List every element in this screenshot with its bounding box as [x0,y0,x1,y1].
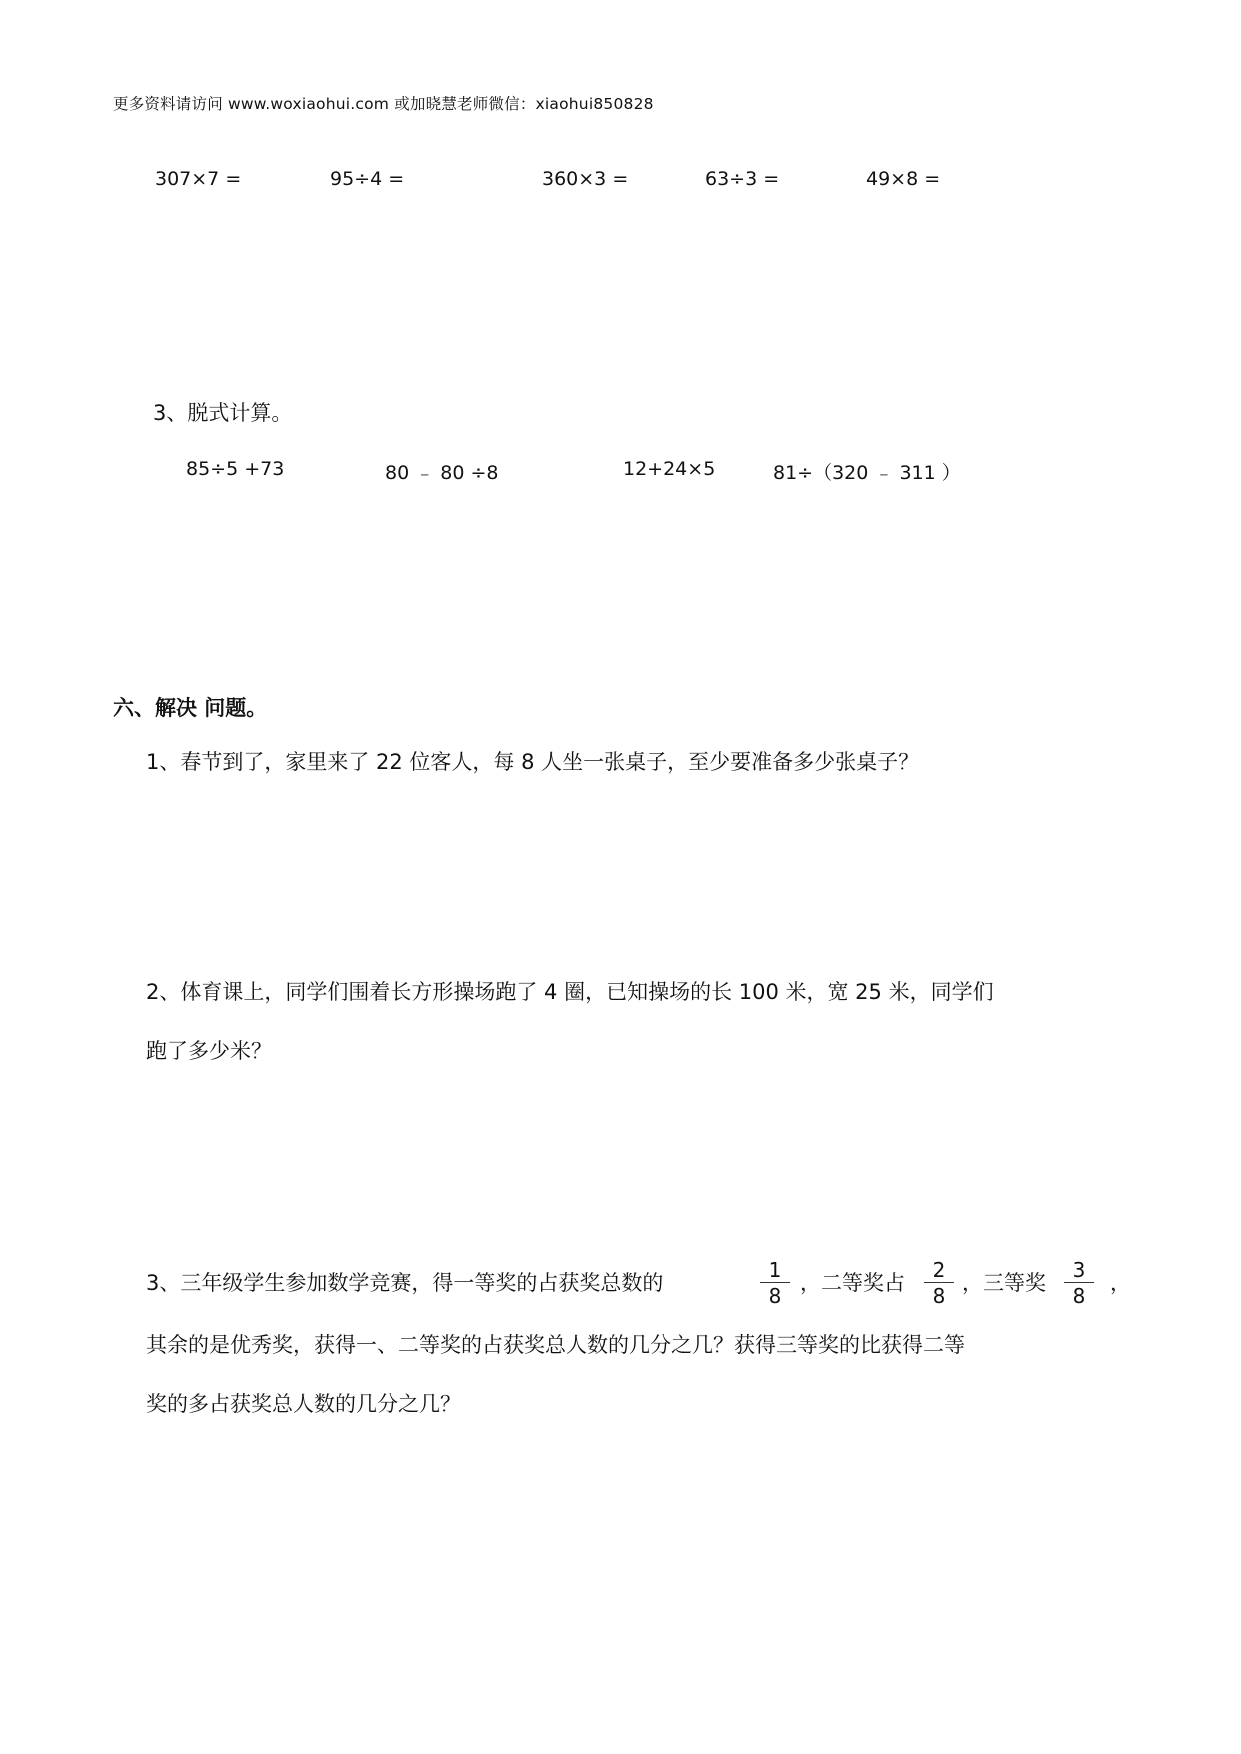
fraction-bar [1064,1282,1094,1283]
fraction-second-prize [924,1259,954,1307]
problem-3-text-d: ， [1110,1271,1131,1295]
expression-4: 81÷（320 ﹣ 311 ） [773,462,961,484]
expression-1: 85÷5 +73 [186,458,285,480]
fraction-numerator: 1 [768,1258,782,1282]
problem-3-text-a: 3、三年级学生参加数学竞赛，得一等奖的占获奖总数的 [146,1271,664,1295]
problem-2-line-1: 2、体育课上，同学们围着长方形操场跑了 4 圈，已知操场的长 100 米，宽 25 米，同学们 [146,980,994,1004]
fraction-bar [760,1282,790,1283]
problem-3-text-b: ，二等奖占 [800,1271,905,1295]
problem-3-line-3: 奖的多占获奖总人数的几分之几？ [146,1392,461,1416]
problem-3-line-2: 其余的是优秀奖，获得一、二等奖的占获奖总人数的几分之几？获得三等奖的比获得二等 [146,1333,965,1357]
fraction-third-prize [1064,1259,1094,1307]
calc-item-5: 49×8 = [866,168,941,190]
fraction-first-prize [760,1259,790,1307]
section-6-heading: 六、解决 问题。 [113,696,268,720]
section-3-label: 3、脱式计算。 [153,401,293,425]
fraction-denominator: 8 [932,1284,946,1308]
calc-item-1: 307×7 = [155,168,242,190]
fraction-denominator: 8 [1072,1284,1086,1308]
calc-item-4: 63÷3 = [705,168,780,190]
fraction-numerator: 3 [1072,1258,1086,1282]
calc-item-3: 360×3 = [542,168,629,190]
page-header: 更多资料请访问 www.woxiaohui.com 或加晓慧老师微信：xiaohui850828 [113,95,654,113]
expression-2: 80 ﹣ 80 ÷8 [385,462,499,484]
fraction-denominator: 8 [768,1284,782,1308]
problem-1: 1、春节到了，家里来了 22 位客人，每 8 人坐一张桌子，至少要准备多少张桌子？ [146,750,920,774]
fraction-bar [924,1282,954,1283]
calc-item-2: 95÷4 = [330,168,405,190]
problem-3-text-c: ，三等奖 [962,1271,1046,1295]
problem-2-line-2: 跑了多少米？ [146,1039,272,1063]
fraction-numerator: 2 [932,1258,946,1282]
expression-3: 12+24×5 [623,458,716,480]
